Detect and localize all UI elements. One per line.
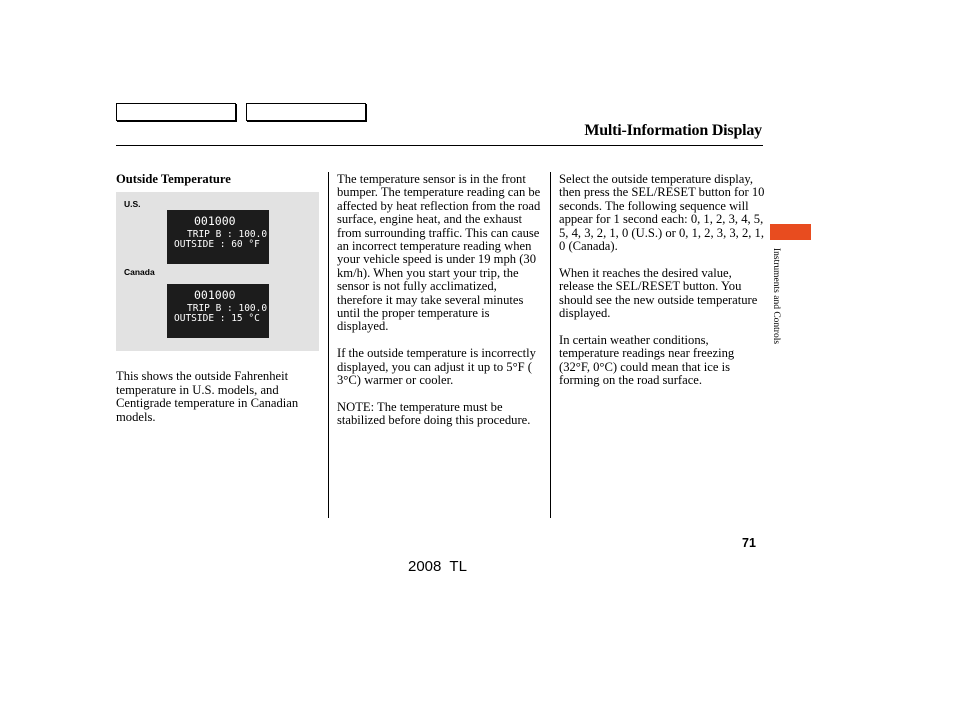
display-canada-trip: TRIP B : 100.0	[187, 303, 268, 314]
title-divider	[116, 145, 763, 146]
column-1-paragraph: This shows the outside Fahrenheit temperature in U.S. models, and Centigrade temperature in Canadian models.	[116, 369, 299, 424]
column-3-paragraph-ice: In certain weather conditions, temperature readings near freezing (32°F, 0°C) could mean that ice is forming on the road surface.	[559, 332, 735, 388]
display-us	[167, 210, 269, 264]
column-2	[337, 173, 543, 441]
section-side-label-text: Instruments and Controls	[771, 248, 781, 345]
column-2-paragraph-sensor: The temperature sensor is in the front bumper. The temperature reading can be affected by heat reflection from the road surface, engine heat, and the exhaust from surrounding traffic. This can cause an incorrect temperature reading when your vehicle speed is under 19 mph (30 km/h). When you start your trip, the sensor is not fully acclimatized, therefore it may take several minutes until the proper temperature is displayed.	[337, 172, 541, 334]
header-tab-box-1	[116, 103, 236, 121]
section-side-label	[770, 248, 782, 373]
model-footer: 2008 TL	[408, 558, 467, 575]
display-us-outside-temp: OUTSIDE : 60 °F	[174, 239, 260, 250]
section-tab-marker	[770, 224, 811, 240]
display-canada-outside-temp: OUTSIDE : 15 °C	[174, 313, 260, 324]
figure-label-us: U.S.	[124, 199, 141, 209]
display-us-trip: TRIP B : 100.0	[187, 229, 268, 240]
figure-label-canada: Canada	[124, 267, 155, 277]
column-3	[559, 173, 765, 401]
temperature-display-figure	[116, 192, 319, 351]
column-divider-2	[550, 172, 551, 518]
page-title: Multi-Information Display	[584, 122, 762, 139]
page-number: 71	[742, 536, 756, 550]
column-2-paragraph-adjust: If the outside temperature is incorrectly displayed, you can adjust it up to 5°F ( 3°C) warmer or cooler.	[337, 346, 536, 388]
display-canada	[167, 284, 269, 338]
display-us-odometer: 001000	[194, 214, 236, 228]
column-3-paragraph-release: When it reaches the desired value, release the SEL/RESET button. You should see the new outside temperature displayed.	[559, 265, 758, 321]
column-3-paragraph-procedure: Select the outside temperature display, then press the SEL/RESET button for 10 seconds. The following sequence will appear for 1 second each: 0, 1, 2, 3, 4, 5, 5, 4, 3, 2, 1, 0 (U.S.) or 0, 1, 2, 3, 3, 2, 1, 0 (Canada).	[559, 172, 765, 254]
display-canada-odometer: 001000	[194, 288, 236, 302]
column-divider-1	[328, 172, 329, 518]
section-heading: Outside Temperature	[116, 172, 231, 186]
header-tab-box-2	[246, 103, 366, 121]
column-2-paragraph-note: NOTE: The temperature must be stabilized before doing this procedure.	[337, 399, 531, 428]
